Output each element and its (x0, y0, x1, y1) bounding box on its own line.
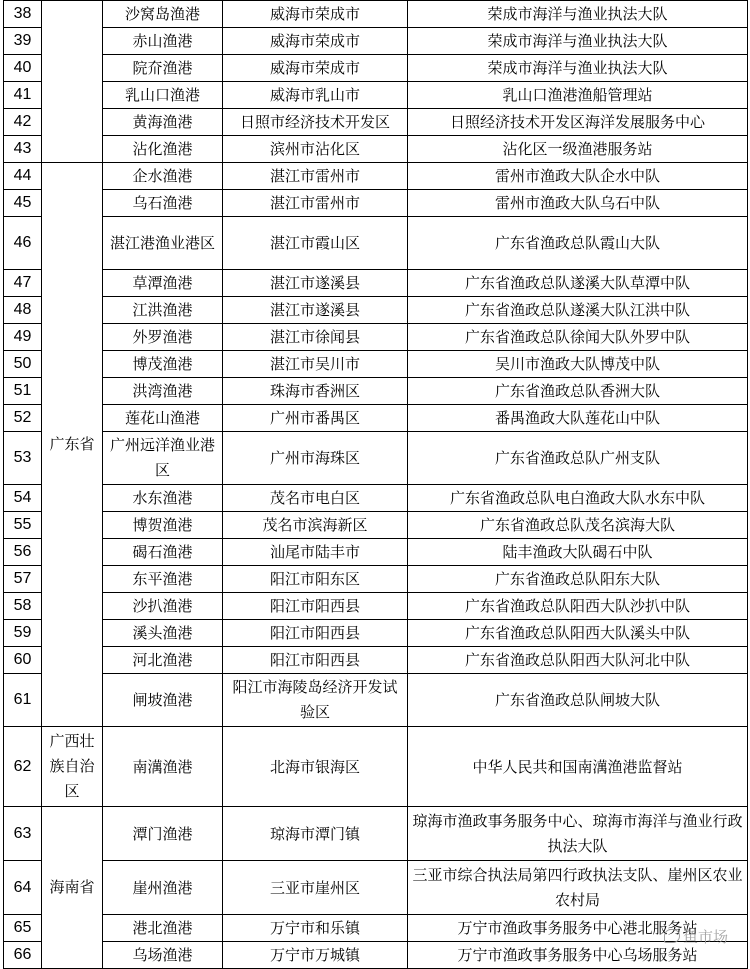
port-name: 乌场渔港 (103, 942, 223, 969)
managing-agency: 广东省渔政总队遂溪大队草潭中队 (408, 270, 748, 297)
row-number: 45 (4, 190, 42, 217)
managing-agency: 雷州市渔政大队企水中队 (408, 163, 748, 190)
port-name: 洪湾渔港 (103, 378, 223, 405)
port-location: 湛江市吴川市 (223, 351, 408, 378)
table-row (4, 28, 748, 55)
managing-agency: 广东省渔政总队茂名滨海大队 (408, 512, 748, 539)
port-name: 沙窝岛渔港 (103, 1, 223, 28)
managing-agency: 广东省渔政总队阳西大队溪头中队 (408, 620, 748, 647)
row-number: 51 (4, 378, 42, 405)
province-cell: 海南省 (42, 807, 103, 969)
row-number: 48 (4, 297, 42, 324)
port-location: 威海市荣成市 (223, 28, 408, 55)
port-name: 乳山口渔港 (103, 82, 223, 109)
port-name: 南澫渔港 (103, 727, 223, 807)
row-number: 40 (4, 55, 42, 82)
table-row (4, 82, 748, 109)
table-row (4, 485, 748, 512)
row-number: 55 (4, 512, 42, 539)
table-row (4, 270, 748, 297)
row-number: 59 (4, 620, 42, 647)
row-number: 57 (4, 566, 42, 593)
watermark-text: 鱼市场 (682, 928, 728, 946)
managing-agency: 沾化区一级渔港服务站 (408, 136, 748, 163)
row-number: 58 (4, 593, 42, 620)
managing-agency: 荣成市海洋与渔业执法大队 (408, 1, 748, 28)
table-row (4, 539, 748, 566)
managing-agency: 万宁市渔政事务服务中心港北服务站 (408, 915, 748, 942)
port-name: 溪头渔港 (103, 620, 223, 647)
province-cell: 广东省 (42, 163, 103, 727)
port-name: 湛江港渔业港区 (103, 217, 223, 270)
table-row (4, 861, 748, 915)
port-name: 闸坡渔港 (103, 674, 223, 727)
table-row (4, 378, 748, 405)
port-location: 阳江市海陵岛经济开发试验区 (223, 674, 408, 727)
managing-agency: 广东省渔政总队徐闻大队外罗中队 (408, 324, 748, 351)
fishing-port-table (3, 0, 748, 969)
managing-agency: 中华人民共和国南澫渔港监督站 (408, 727, 748, 807)
port-name: 黄海渔港 (103, 109, 223, 136)
row-number: 60 (4, 647, 42, 674)
table-row (4, 136, 748, 163)
row-number: 39 (4, 28, 42, 55)
port-name: 沾化渔港 (103, 136, 223, 163)
watermark (664, 926, 728, 947)
table-row (4, 647, 748, 674)
managing-agency: 广东省渔政总队阳东大队 (408, 566, 748, 593)
table-row (4, 1, 748, 28)
port-name: 赤山渔港 (103, 28, 223, 55)
port-location: 珠海市香洲区 (223, 378, 408, 405)
port-name: 崖州渔港 (103, 861, 223, 915)
row-number: 61 (4, 674, 42, 727)
table-row (4, 593, 748, 620)
port-name: 企水渔港 (103, 163, 223, 190)
managing-agency: 广东省渔政总队闸坡大队 (408, 674, 748, 727)
port-name: 东平渔港 (103, 566, 223, 593)
managing-agency: 荣成市海洋与渔业执法大队 (408, 55, 748, 82)
row-number: 43 (4, 136, 42, 163)
table-row (4, 566, 748, 593)
port-location: 日照市经济技术开发区 (223, 109, 408, 136)
port-location: 湛江市徐闻县 (223, 324, 408, 351)
managing-agency: 陆丰渔政大队碣石中队 (408, 539, 748, 566)
port-location: 滨州市沾化区 (223, 136, 408, 163)
managing-agency: 广东省渔政总队电白渔政大队水东中队 (408, 485, 748, 512)
table-row (4, 512, 748, 539)
row-number: 41 (4, 82, 42, 109)
managing-agency: 万宁市渔政事务服务中心乌场服务站 (408, 942, 748, 969)
table-row (4, 432, 748, 485)
table-row (4, 620, 748, 647)
table-row (4, 405, 748, 432)
port-location: 北海市银海区 (223, 727, 408, 807)
table-row (4, 915, 748, 942)
table-row (4, 217, 748, 270)
port-name: 水东渔港 (103, 485, 223, 512)
managing-agency: 雷州市渔政大队乌石中队 (408, 190, 748, 217)
port-name: 河北渔港 (103, 647, 223, 674)
port-name: 碣石渔港 (103, 539, 223, 566)
row-number: 53 (4, 432, 42, 485)
port-location: 湛江市霞山区 (223, 217, 408, 270)
table-row (4, 807, 748, 861)
port-location: 阳江市阳东区 (223, 566, 408, 593)
port-location: 琼海市潭门镇 (223, 807, 408, 861)
row-number: 42 (4, 109, 42, 136)
port-location: 湛江市遂溪县 (223, 270, 408, 297)
managing-agency: 日照经济技术开发区海洋发展服务中心 (408, 109, 748, 136)
row-number: 65 (4, 915, 42, 942)
port-location: 湛江市遂溪县 (223, 297, 408, 324)
port-location: 威海市荣成市 (223, 1, 408, 28)
port-name: 外罗渔港 (103, 324, 223, 351)
managing-agency: 广东省渔政总队遂溪大队江洪中队 (408, 297, 748, 324)
port-name: 江洪渔港 (103, 297, 223, 324)
managing-agency: 广东省渔政总队霞山大队 (408, 217, 748, 270)
port-location: 广州市海珠区 (223, 432, 408, 485)
province-cell (42, 1, 103, 163)
port-location: 广州市番禺区 (223, 405, 408, 432)
port-location: 万宁市和乐镇 (223, 915, 408, 942)
row-number: 63 (4, 807, 42, 861)
row-number: 38 (4, 1, 42, 28)
table-row (4, 324, 748, 351)
row-number: 56 (4, 539, 42, 566)
table-row (4, 190, 748, 217)
row-number: 49 (4, 324, 42, 351)
row-number: 62 (4, 727, 42, 807)
managing-agency: 番禺渔政大队莲花山中队 (408, 405, 748, 432)
port-location: 威海市荣成市 (223, 55, 408, 82)
row-number: 50 (4, 351, 42, 378)
row-number: 66 (4, 942, 42, 969)
port-name: 沙扒渔港 (103, 593, 223, 620)
port-name: 莲花山渔港 (103, 405, 223, 432)
managing-agency: 乳山口渔港渔船管理站 (408, 82, 748, 109)
province-cell: 广西壮族自治区 (42, 727, 103, 807)
port-location: 湛江市雷州市 (223, 163, 408, 190)
table-row (4, 351, 748, 378)
row-number: 46 (4, 217, 42, 270)
port-location: 阳江市阳西县 (223, 620, 408, 647)
port-location: 三亚市崖州区 (223, 861, 408, 915)
managing-agency: 荣成市海洋与渔业执法大队 (408, 28, 748, 55)
port-name: 乌石渔港 (103, 190, 223, 217)
port-location: 万宁市万城镇 (223, 942, 408, 969)
table-row (4, 942, 748, 969)
table-row (4, 674, 748, 727)
row-number: 64 (4, 861, 42, 915)
row-number: 52 (4, 405, 42, 432)
row-number: 47 (4, 270, 42, 297)
port-location: 茂名市电白区 (223, 485, 408, 512)
managing-agency: 广东省渔政总队阳西大队河北中队 (408, 647, 748, 674)
port-name: 院夼渔港 (103, 55, 223, 82)
port-location: 茂名市滨海新区 (223, 512, 408, 539)
port-location: 湛江市雷州市 (223, 190, 408, 217)
chat-bubble-icon (664, 929, 680, 943)
row-number: 54 (4, 485, 42, 512)
port-name: 博贺渔港 (103, 512, 223, 539)
table-row (4, 109, 748, 136)
row-number: 44 (4, 163, 42, 190)
table-row (4, 163, 748, 190)
port-location: 阳江市阳西县 (223, 647, 408, 674)
port-name: 潭门渔港 (103, 807, 223, 861)
table-row (4, 727, 748, 807)
managing-agency: 三亚市综合执法局第四行政执法支队、崖州区农业农村局 (408, 861, 748, 915)
managing-agency: 广东省渔政总队阳西大队沙扒中队 (408, 593, 748, 620)
port-name: 港北渔港 (103, 915, 223, 942)
port-name: 广州远洋渔业港区 (103, 432, 223, 485)
port-name: 博茂渔港 (103, 351, 223, 378)
port-location: 阳江市阳西县 (223, 593, 408, 620)
table-row (4, 297, 748, 324)
managing-agency: 琼海市渔政事务服务中心、琼海市海洋与渔业行政执法大队 (408, 807, 748, 861)
port-location: 威海市乳山市 (223, 82, 408, 109)
port-location: 汕尾市陆丰市 (223, 539, 408, 566)
managing-agency: 吴川市渔政大队博茂中队 (408, 351, 748, 378)
table-row (4, 55, 748, 82)
managing-agency: 广东省渔政总队香洲大队 (408, 378, 748, 405)
managing-agency: 广东省渔政总队广州支队 (408, 432, 748, 485)
port-name: 草潭渔港 (103, 270, 223, 297)
